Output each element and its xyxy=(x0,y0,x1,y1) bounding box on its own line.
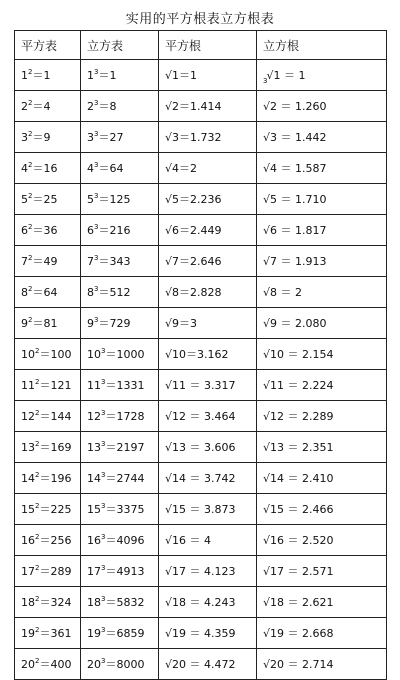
square-cell xyxy=(15,649,81,680)
cube-root-cell xyxy=(257,432,387,463)
cube-root-value: √11 ＝ 2.224 xyxy=(263,379,334,392)
equals-sign: ＝ xyxy=(105,565,117,578)
table-row xyxy=(15,401,387,432)
cube-cell xyxy=(81,401,159,432)
equals-sign: ＝ xyxy=(39,565,51,578)
base-value: 6 xyxy=(87,224,94,237)
cube-value: 27 xyxy=(109,131,124,144)
base-value: 7 xyxy=(87,255,94,268)
exponent: 2 xyxy=(28,68,33,76)
equals-sign: ＝ xyxy=(39,379,51,392)
square-root-cell: √10＝3.162 xyxy=(159,339,257,370)
cube-root-value: √18 ＝ 2.621 xyxy=(263,596,334,609)
exponent: 2 xyxy=(35,347,40,355)
cube-value: 729 xyxy=(109,317,131,330)
equals-sign: ＝ xyxy=(98,100,110,113)
equals-sign: ＝ xyxy=(98,255,110,268)
exponent: 2 xyxy=(28,316,33,324)
square-value: 36 xyxy=(43,224,58,237)
equals-sign: ＝ xyxy=(39,658,51,671)
cube-root-cell xyxy=(257,587,387,618)
cube-root-cell xyxy=(257,153,387,184)
cube-root-cell xyxy=(257,618,387,649)
cube-root-value: √2 ＝ 1.260 xyxy=(263,100,327,113)
equals-sign: ＝ xyxy=(32,255,44,268)
exponent: 2 xyxy=(35,533,40,541)
cube-value: 8 xyxy=(109,100,117,113)
square-cell xyxy=(15,618,81,649)
cube-root-value: √9 ＝ 2.080 xyxy=(263,317,327,330)
equals-sign: ＝ xyxy=(32,193,44,206)
base-value: 12 xyxy=(21,410,35,423)
cube-cell xyxy=(81,525,159,556)
square-root-cell: √6＝2.449 xyxy=(159,215,257,246)
table-row xyxy=(15,649,387,680)
square-cell xyxy=(15,494,81,525)
square-root-cell: √4＝2 xyxy=(159,153,257,184)
base-value: 8 xyxy=(87,286,94,299)
cube-root-cell xyxy=(257,122,387,153)
cube-value: 125 xyxy=(109,193,131,206)
square-cell xyxy=(15,556,81,587)
exponent: 3 xyxy=(101,347,106,355)
base-value: 3 xyxy=(21,131,28,144)
cube-value: 216 xyxy=(109,224,131,237)
base-value: 5 xyxy=(87,193,94,206)
equals-sign: ＝ xyxy=(32,131,44,144)
table-row xyxy=(15,122,387,153)
base-value: 5 xyxy=(21,193,28,206)
equals-sign: ＝ xyxy=(39,472,51,485)
cube-cell xyxy=(81,339,159,370)
equals-sign: ＝ xyxy=(105,503,117,516)
base-value: 16 xyxy=(21,534,35,547)
square-cell xyxy=(15,246,81,277)
table-row xyxy=(15,463,387,494)
header-cubes: 立方表 xyxy=(81,31,159,60)
exponent: 3 xyxy=(101,626,106,634)
square-cell xyxy=(15,184,81,215)
exponent: 3 xyxy=(101,378,106,386)
exponent: 3 xyxy=(94,223,99,231)
equals-sign: ＝ xyxy=(105,627,117,640)
square-cell xyxy=(15,432,81,463)
cube-cell xyxy=(81,246,159,277)
root-index: 3 xyxy=(263,77,268,85)
exponent: 2 xyxy=(28,254,33,262)
cube-root-value: √13 ＝ 2.351 xyxy=(263,441,334,454)
cube-cell xyxy=(81,184,159,215)
base-value: 15 xyxy=(87,503,101,516)
base-value: 10 xyxy=(87,348,101,361)
exponent: 3 xyxy=(94,130,99,138)
cube-root-value: √14 ＝ 2.410 xyxy=(263,472,334,485)
exponent: 3 xyxy=(101,471,106,479)
base-value: 14 xyxy=(21,472,35,485)
equals-sign: ＝ xyxy=(98,131,110,144)
cube-root-cell xyxy=(257,91,387,122)
exponent: 2 xyxy=(28,161,33,169)
cube-cell xyxy=(81,587,159,618)
exponent: 3 xyxy=(101,440,106,448)
square-cell xyxy=(15,215,81,246)
base-value: 20 xyxy=(87,658,101,671)
equals-sign: ＝ xyxy=(105,441,117,454)
cube-cell xyxy=(81,122,159,153)
equals-sign: ＝ xyxy=(39,441,51,454)
cube-root-cell xyxy=(257,215,387,246)
square-value: 289 xyxy=(50,565,72,578)
table-row xyxy=(15,60,387,91)
exponent: 3 xyxy=(94,192,99,200)
exponent: 3 xyxy=(101,657,106,665)
square-cell xyxy=(15,587,81,618)
equals-sign: ＝ xyxy=(105,410,117,423)
table-row xyxy=(15,432,387,463)
square-root-cell: √1＝1 xyxy=(159,60,257,91)
cube-value: 64 xyxy=(109,162,124,175)
exponent: 2 xyxy=(35,626,40,634)
base-value: 4 xyxy=(21,162,28,175)
square-value: 361 xyxy=(50,627,72,640)
exponent: 2 xyxy=(35,657,40,665)
base-value: 10 xyxy=(21,348,35,361)
equals-sign: ＝ xyxy=(98,193,110,206)
cube-root-value: √7 ＝ 1.913 xyxy=(263,255,327,268)
cube-root-cell xyxy=(257,277,387,308)
exponent: 3 xyxy=(94,316,99,324)
base-value: 13 xyxy=(21,441,35,454)
cube-root-value: √15 ＝ 2.466 xyxy=(263,503,334,516)
square-root-cell: √18 ＝ 4.243 xyxy=(159,587,257,618)
cube-root-value: √10 ＝ 2.154 xyxy=(263,348,334,361)
base-value: 8 xyxy=(21,286,28,299)
equals-sign: ＝ xyxy=(39,534,51,547)
cube-root-cell xyxy=(257,339,387,370)
equals-sign: ＝ xyxy=(98,286,110,299)
cube-cell xyxy=(81,60,159,91)
square-cell xyxy=(15,370,81,401)
cube-cell xyxy=(81,649,159,680)
equals-sign: ＝ xyxy=(98,317,110,330)
exponent: 3 xyxy=(94,68,99,76)
square-root-cell: √2＝1.414 xyxy=(159,91,257,122)
equals-sign: ＝ xyxy=(32,317,44,330)
table-row xyxy=(15,587,387,618)
cube-cell xyxy=(81,556,159,587)
square-value: 256 xyxy=(50,534,72,547)
table-row xyxy=(15,525,387,556)
cube-value: 5832 xyxy=(116,596,145,609)
cube-cell xyxy=(81,277,159,308)
cube-value: 1728 xyxy=(116,410,145,423)
base-value: 19 xyxy=(21,627,35,640)
header-squares: 平方表 xyxy=(15,31,81,60)
cube-root-value: √3 ＝ 1.442 xyxy=(263,131,327,144)
exponent: 2 xyxy=(35,409,40,417)
square-value: 4 xyxy=(43,100,51,113)
square-cell xyxy=(15,463,81,494)
cube-root-cell xyxy=(257,308,387,339)
square-value: 121 xyxy=(50,379,72,392)
cube-value: 6859 xyxy=(116,627,145,640)
base-value: 18 xyxy=(21,596,35,609)
base-value: 4 xyxy=(87,162,94,175)
square-cell xyxy=(15,153,81,184)
square-root-cell: √9＝3 xyxy=(159,308,257,339)
exponent: 2 xyxy=(35,595,40,603)
base-value: 20 xyxy=(21,658,35,671)
cube-root-cell xyxy=(257,401,387,432)
table-row xyxy=(15,215,387,246)
equals-sign: ＝ xyxy=(39,596,51,609)
square-cell xyxy=(15,91,81,122)
square-value: 49 xyxy=(43,255,58,268)
equals-sign: ＝ xyxy=(98,162,110,175)
base-value: 18 xyxy=(87,596,101,609)
table-row xyxy=(15,339,387,370)
cube-root-value: √5 ＝ 1.710 xyxy=(263,193,327,206)
base-value: 1 xyxy=(21,69,28,82)
base-value: 7 xyxy=(21,255,28,268)
exponent: 2 xyxy=(28,285,33,293)
square-cell xyxy=(15,122,81,153)
square-root-cell: √19 ＝ 4.359 xyxy=(159,618,257,649)
equals-sign: ＝ xyxy=(39,627,51,640)
equals-sign: ＝ xyxy=(32,69,44,82)
equals-sign: ＝ xyxy=(98,224,110,237)
cube-root-cell xyxy=(257,649,387,680)
base-value: 3 xyxy=(87,131,94,144)
exponent: 2 xyxy=(28,99,33,107)
base-value: 2 xyxy=(21,100,28,113)
cube-cell xyxy=(81,308,159,339)
cube-root-cell xyxy=(257,525,387,556)
equals-sign: ＝ xyxy=(32,100,44,113)
table-row xyxy=(15,618,387,649)
table-row xyxy=(15,184,387,215)
table-body xyxy=(15,60,387,680)
table-row xyxy=(15,494,387,525)
cube-root-value: √6 ＝ 1.817 xyxy=(263,224,327,237)
equals-sign: ＝ xyxy=(105,379,117,392)
header-row xyxy=(15,31,387,60)
cube-root-value: √17 ＝ 2.571 xyxy=(263,565,334,578)
square-root-cell: √12 ＝ 3.464 xyxy=(159,401,257,432)
base-value: 19 xyxy=(87,627,101,640)
exponent: 3 xyxy=(101,564,106,572)
base-value: 2 xyxy=(87,100,94,113)
cube-root-value: √4 ＝ 1.587 xyxy=(263,162,327,175)
cube-root-cell xyxy=(257,246,387,277)
cube-root-value: √1 ＝ 1 xyxy=(266,69,306,82)
square-value: 16 xyxy=(43,162,58,175)
cube-root-value: √16 ＝ 2.520 xyxy=(263,534,334,547)
equals-sign: ＝ xyxy=(39,410,51,423)
square-root-cell: √15 ＝ 3.873 xyxy=(159,494,257,525)
equals-sign: ＝ xyxy=(105,596,117,609)
base-value: 12 xyxy=(87,410,101,423)
equals-sign: ＝ xyxy=(98,69,110,82)
cube-root-cell xyxy=(257,184,387,215)
exponent: 3 xyxy=(101,595,106,603)
equals-sign: ＝ xyxy=(32,224,44,237)
table-row xyxy=(15,91,387,122)
exponent: 3 xyxy=(94,254,99,262)
equals-sign: ＝ xyxy=(39,348,51,361)
cube-cell xyxy=(81,215,159,246)
exponent: 3 xyxy=(101,502,106,510)
cube-root-value: √8 ＝ 2 xyxy=(263,286,302,299)
square-root-cell: √13 ＝ 3.606 xyxy=(159,432,257,463)
square-root-cell: √20 ＝ 4.472 xyxy=(159,649,257,680)
base-value: 11 xyxy=(87,379,101,392)
cube-value: 1 xyxy=(109,69,117,82)
square-root-cell: √16 ＝ 4 xyxy=(159,525,257,556)
header-cube-roots: 立方根 xyxy=(257,31,387,60)
base-value: 9 xyxy=(21,317,28,330)
base-value: 9 xyxy=(87,317,94,330)
square-value: 81 xyxy=(43,317,58,330)
cube-root-cell xyxy=(257,494,387,525)
cube-root-cell xyxy=(257,556,387,587)
cube-cell xyxy=(81,370,159,401)
square-value: 169 xyxy=(50,441,72,454)
cube-value: 3375 xyxy=(116,503,145,516)
exponent: 2 xyxy=(28,130,33,138)
exponent: 2 xyxy=(35,502,40,510)
table-row xyxy=(15,153,387,184)
square-cell xyxy=(15,277,81,308)
cube-value: 2744 xyxy=(116,472,145,485)
exponent: 2 xyxy=(35,471,40,479)
equals-sign: ＝ xyxy=(32,286,44,299)
cube-value: 4096 xyxy=(116,534,145,547)
square-root-cell: √11 ＝ 3.317 xyxy=(159,370,257,401)
exponent: 3 xyxy=(101,533,106,541)
base-value: 17 xyxy=(87,565,101,578)
cube-root-value: √19 ＝ 2.668 xyxy=(263,627,334,640)
square-cell xyxy=(15,401,81,432)
cube-cell xyxy=(81,618,159,649)
square-value: 100 xyxy=(50,348,72,361)
table-row xyxy=(15,370,387,401)
cube-root-value: √12 ＝ 2.289 xyxy=(263,410,334,423)
exponent: 3 xyxy=(94,99,99,107)
base-value: 15 xyxy=(21,503,35,516)
cube-cell xyxy=(81,91,159,122)
square-value: 1 xyxy=(43,69,51,82)
square-root-cell: √8＝2.828 xyxy=(159,277,257,308)
square-value: 324 xyxy=(50,596,72,609)
square-value: 196 xyxy=(50,472,72,485)
cube-root-cell xyxy=(257,463,387,494)
equals-sign: ＝ xyxy=(105,658,117,671)
exponent: 3 xyxy=(94,285,99,293)
base-value: 1 xyxy=(87,69,94,82)
exponent: 2 xyxy=(35,378,40,386)
square-root-cell: √3＝1.732 xyxy=(159,122,257,153)
square-cell xyxy=(15,339,81,370)
square-value: 144 xyxy=(50,410,72,423)
cube-cell xyxy=(81,494,159,525)
cube-value: 512 xyxy=(109,286,131,299)
base-value: 14 xyxy=(87,472,101,485)
cube-value: 1000 xyxy=(116,348,145,361)
cube-cell xyxy=(81,432,159,463)
equals-sign: ＝ xyxy=(32,162,44,175)
base-value: 17 xyxy=(21,565,35,578)
square-value: 64 xyxy=(43,286,58,299)
table-row xyxy=(15,277,387,308)
square-cell xyxy=(15,60,81,91)
base-value: 6 xyxy=(21,224,28,237)
square-root-cell: √5＝2.236 xyxy=(159,184,257,215)
cube-value: 2197 xyxy=(116,441,145,454)
square-value: 225 xyxy=(50,503,72,516)
table-row xyxy=(15,308,387,339)
cube-root-cell xyxy=(257,60,387,91)
exponent: 2 xyxy=(35,440,40,448)
square-cell xyxy=(15,525,81,556)
square-cell xyxy=(15,308,81,339)
table-row xyxy=(15,556,387,587)
cube-value: 8000 xyxy=(116,658,145,671)
base-value: 11 xyxy=(21,379,35,392)
cube-value: 1331 xyxy=(116,379,145,392)
cube-value: 4913 xyxy=(116,565,145,578)
square-root-cell: √17 ＝ 4.123 xyxy=(159,556,257,587)
equals-sign: ＝ xyxy=(105,472,117,485)
cube-cell xyxy=(81,463,159,494)
exponent: 2 xyxy=(28,223,33,231)
exponent: 2 xyxy=(35,564,40,572)
equals-sign: ＝ xyxy=(105,534,117,547)
square-root-cell: √7＝2.646 xyxy=(159,246,257,277)
square-value: 9 xyxy=(43,131,51,144)
equals-sign: ＝ xyxy=(105,348,117,361)
root-table xyxy=(14,30,387,680)
table-row xyxy=(15,246,387,277)
cube-cell xyxy=(81,153,159,184)
exponent: 3 xyxy=(101,409,106,417)
cube-root-cell xyxy=(257,370,387,401)
exponent: 3 xyxy=(94,161,99,169)
square-root-cell: √14 ＝ 3.742 xyxy=(159,463,257,494)
cube-value: 343 xyxy=(109,255,131,268)
page-title: 实用的平方根表立方根表 xyxy=(125,12,275,27)
cube-root-value: √20 ＝ 2.714 xyxy=(263,658,334,671)
square-value: 25 xyxy=(43,193,58,206)
base-value: 13 xyxy=(87,441,101,454)
base-value: 16 xyxy=(87,534,101,547)
exponent: 2 xyxy=(28,192,33,200)
square-value: 400 xyxy=(50,658,72,671)
header-square-roots: 平方根 xyxy=(159,31,257,60)
equals-sign: ＝ xyxy=(39,503,51,516)
